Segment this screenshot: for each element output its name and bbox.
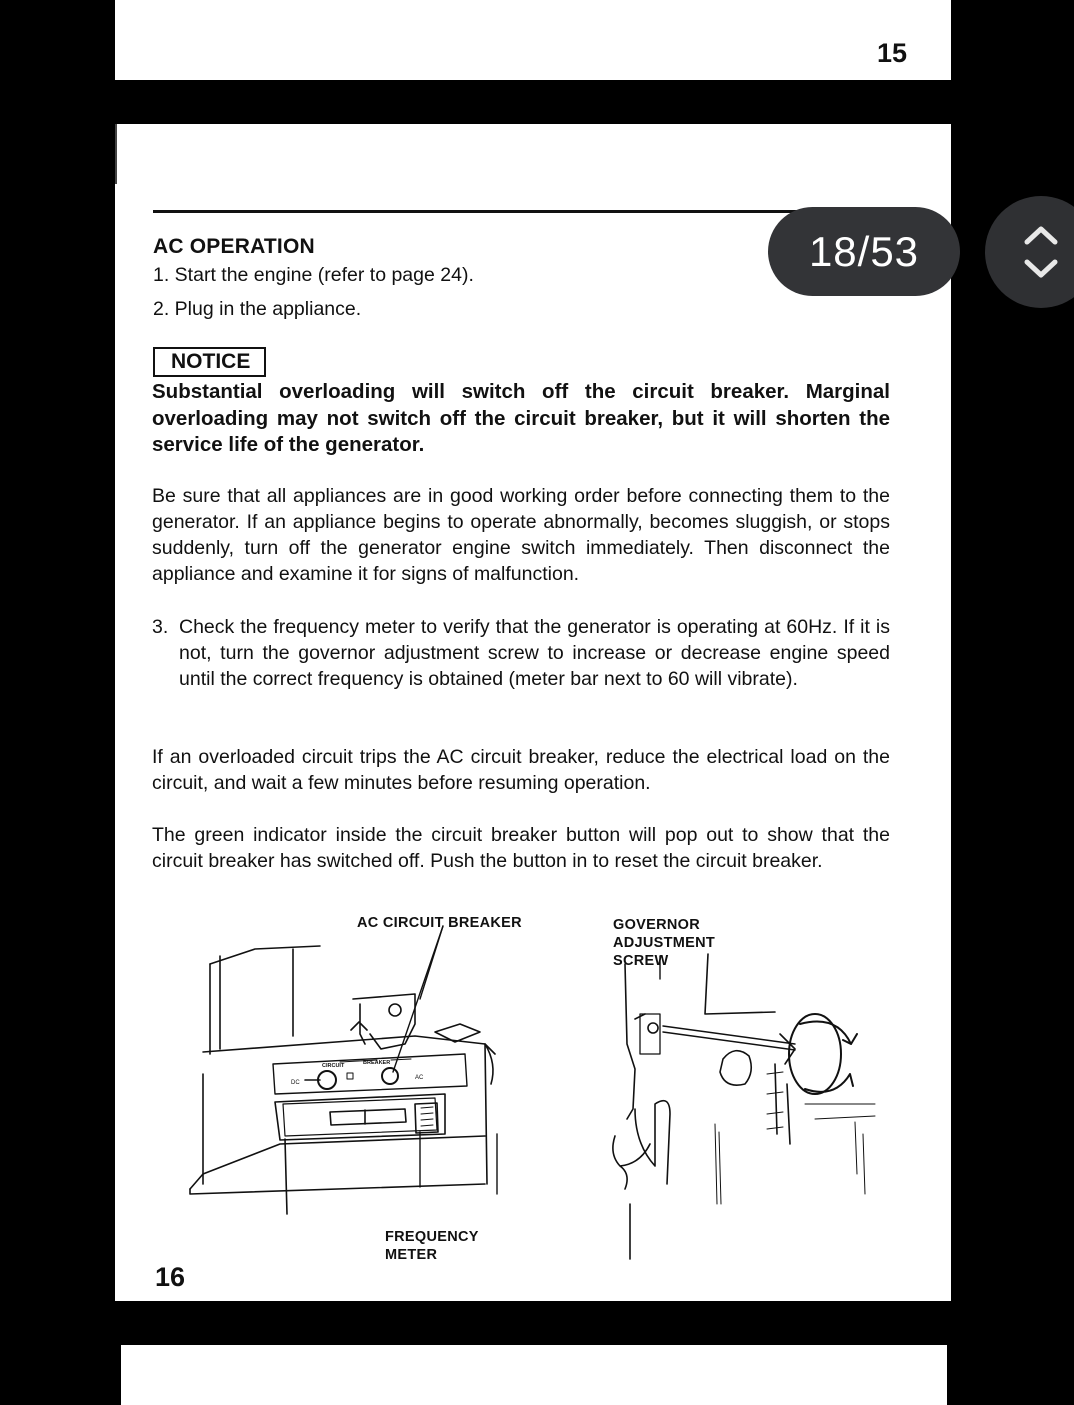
page-counter-text: 18/53: [808, 227, 920, 275]
label-frequency-line-1: FREQUENCY: [385, 1229, 479, 1245]
paragraph-appliances: Be sure that all appliances are in good working order before connecting them to the generator. If an appliance begins to operate abnormally, becomes sluggish, or stops suddenly, turn off the generator engine switch immediately. Then disconnect the appliance and examine it for signs of malfunction.: [152, 485, 890, 585]
panel-text-ac: AC: [415, 1075, 424, 1081]
panel-text-circuit: CIRCUIT: [322, 1063, 345, 1069]
page-edge-mark: [115, 124, 117, 184]
page-navigation-button[interactable]: [985, 196, 1074, 308]
label-governor-line-1: GOVERNOR: [613, 917, 700, 933]
step-2: 2. Plug in the appliance.: [153, 298, 362, 320]
panel-text-dc: DC: [291, 1080, 300, 1086]
paragraph-indicator: The green indicator inside the circuit breaker button will pop out to show that the circuit breaker has switched off. Push the button in to reset the circuit breaker.: [152, 824, 890, 872]
generator-illustration: [115, 904, 951, 1264]
label-frequency-line-2: METER: [385, 1247, 438, 1263]
label-ac-circuit-breaker: AC CIRCUIT BREAKER: [357, 915, 522, 931]
section-heading: AC OPERATION: [153, 235, 315, 258]
next-page: [121, 1345, 947, 1405]
up-down-chevron-icon: [985, 196, 1074, 308]
notice-label: NOTICE: [153, 347, 266, 377]
page-number-top: 15: [876, 38, 907, 68]
previous-page: [115, 0, 951, 80]
page-counter-badge: [768, 207, 960, 296]
notice-text: Substantial overloading will switch off the circuit breaker. Marginal overloading may not switch off the circuit breaker, but it will shorten the service life of the generator.: [152, 380, 890, 456]
label-governor-line-2: ADJUSTMENT: [613, 935, 716, 951]
current-page: [115, 124, 951, 1301]
page-number-current: 16: [155, 1262, 186, 1292]
panel-micro-text: [115, 904, 951, 1264]
label-governor-line-3: SCREW: [613, 953, 669, 969]
step-3-number: 3.: [152, 616, 169, 638]
panel-text-breaker: BREAKER: [363, 1060, 391, 1066]
step-3: [152, 614, 890, 692]
section-rule: [153, 210, 853, 213]
step-3-text: Check the frequency meter to verify that the generator is operating at 60Hz. If it is not, turn the governor adjustment screw to increase or decrease engine speed until the correct frequency is obtained (meter bar next to 60 will vibrate).: [179, 616, 890, 690]
paragraph-overload: If an overloaded circuit trips the AC circuit breaker, reduce the electrical load on the circuit, and wait a few minutes before resuming operation.: [152, 746, 890, 794]
step-1: 1. Start the engine (refer to page 24).: [153, 264, 474, 286]
